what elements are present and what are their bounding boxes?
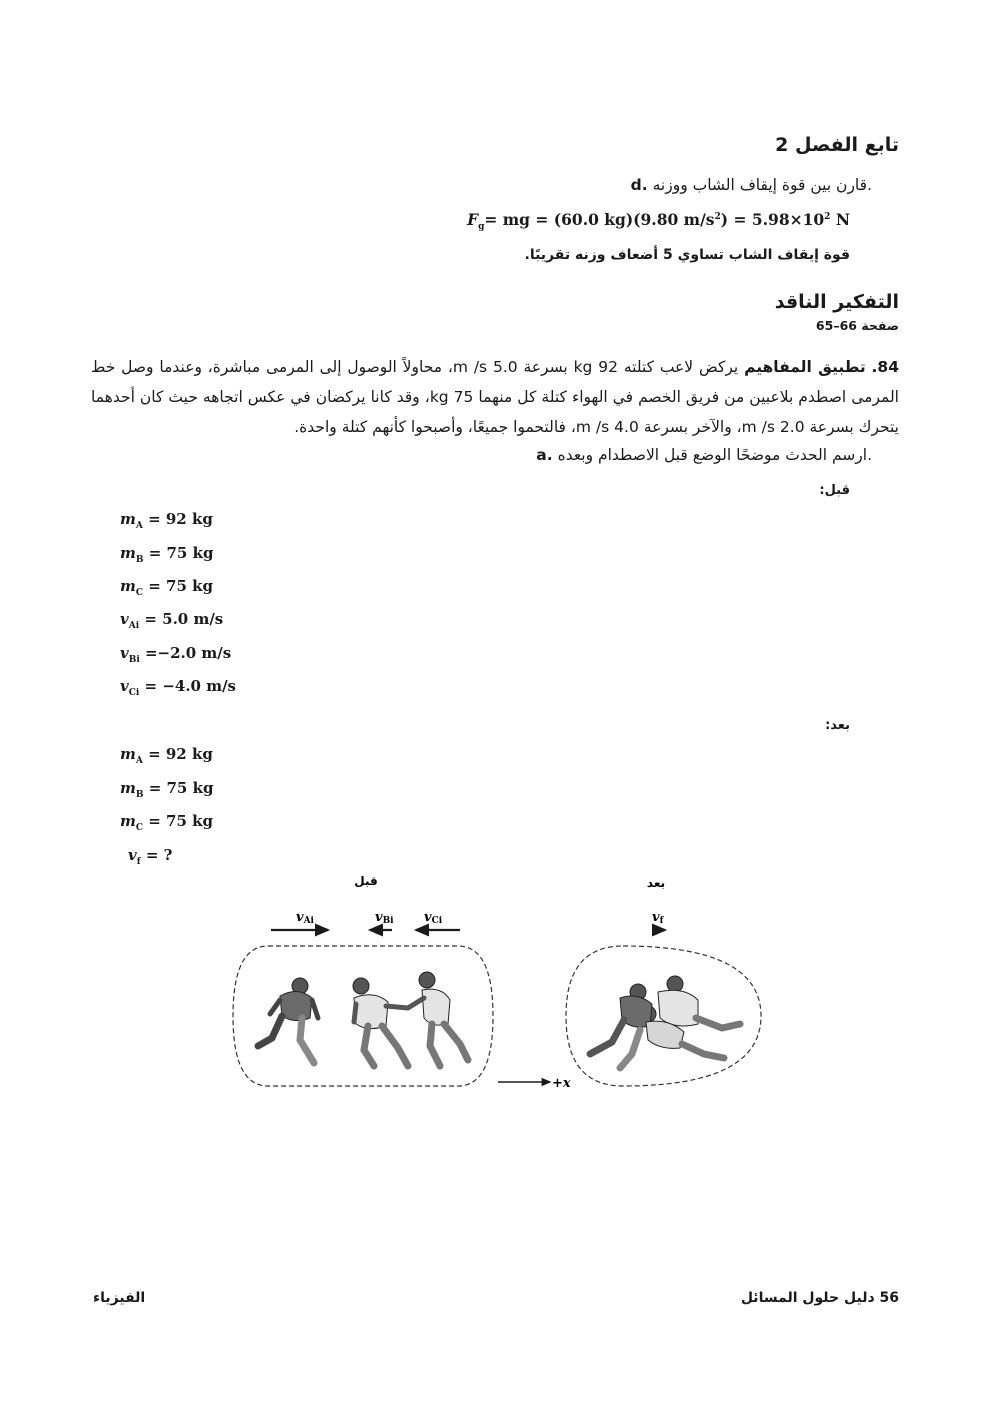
- formula-exponent: 2: [714, 211, 721, 222]
- before-var: $v_{Ai} = 5.0$ m/s: [120, 610, 224, 631]
- part-a-question: [536, 446, 872, 464]
- problem-title: تطبيق المفاهيم: [744, 358, 866, 376]
- before-var: $m_B = 75$ kg: [120, 544, 214, 565]
- weight-formula: [467, 210, 850, 232]
- problem-body: يركض لاعب كتلته 92 kg بسرعة 5.0 m /s، محاولاً الوصول إلى المرمى مباشرة، وعندما وصل خط المرمى اصطدم بلاعبين من فريق الخصم في الهواء كتلة كل منهما 75 kg، وقد كانا يركضان في عكس اتجاهه حيث كان أحدهما يتحرك بسرعة 2.0 m /s، والآخر بسرعة 4.0 m /s، فالتحموا جميعًا، وأصبحوا كأنهم كتلة واحدة.: [91, 358, 899, 436]
- collision-figure: [228, 868, 768, 1093]
- player-b-figure: [353, 978, 408, 1066]
- x-axis-label: +x: [552, 1076, 571, 1091]
- section-title: التفكير الناقد: [774, 291, 899, 313]
- formula-symbol: F: [467, 210, 479, 229]
- after-var: $m_C = 75$ kg: [120, 812, 214, 833]
- after-label: بعد:: [825, 718, 850, 733]
- part-a-label: a.: [536, 446, 553, 464]
- v-ai-label: vAi: [296, 910, 314, 926]
- part-d-label: d.: [630, 176, 648, 194]
- chapter-title: تابع الفصل 2: [775, 134, 899, 156]
- formula-unit: N: [830, 210, 850, 229]
- before-label: قبل:: [819, 483, 850, 498]
- figure-before-title: قبل: [354, 874, 378, 888]
- v-f-label: vf: [652, 910, 664, 926]
- after-var: $m_B = 75$ kg: [120, 779, 214, 800]
- before-var: $v_{Ci} = -4.0$ m/s: [120, 677, 237, 698]
- problem-number: 84.: [871, 358, 899, 376]
- part-a-text: ارسم الحدث موضحًا الوضع قبل الاصطدام وبعده.: [557, 446, 872, 464]
- after-var: $m_A = 92$ kg: [120, 745, 213, 766]
- formula-subscript: g: [478, 222, 485, 233]
- footer-page-info: 56 دليل حلول المسائل: [740, 1290, 899, 1306]
- formula-middle: = mg = (60.0 kg)(9.80 m/s: [484, 210, 715, 229]
- after-var: $v_f$ = ?: [128, 846, 173, 867]
- part-d-text: قارن بين قوة إيقاف الشاب ووزنه.: [652, 176, 872, 194]
- player-a-figure: [258, 978, 318, 1063]
- formula-power: 2: [824, 211, 831, 222]
- footer-subject: الفيزياء: [93, 1290, 146, 1306]
- part-d-result: قوة إيقاف الشاب تساوي 5 أضعاف وزنه تقريبًا.: [524, 247, 850, 263]
- before-var: $v_{Bi} =-2.0$ m/s: [120, 644, 232, 665]
- collided-players-figure: [590, 976, 740, 1068]
- formula-end: ) = 5.98×10: [720, 210, 825, 229]
- section-pages: صفحة 66–65: [815, 318, 899, 333]
- v-ci-label: vCi: [424, 910, 443, 926]
- part-d-question: [631, 176, 872, 194]
- before-var: $m_A = 92$ kg: [120, 510, 213, 531]
- figure-after-title: بعد: [646, 876, 666, 890]
- player-c-figure: [408, 972, 468, 1066]
- before-var: $m_C = 75$ kg: [120, 577, 214, 598]
- v-bi-label: vBi: [375, 910, 394, 926]
- problem-84: [91, 352, 899, 442]
